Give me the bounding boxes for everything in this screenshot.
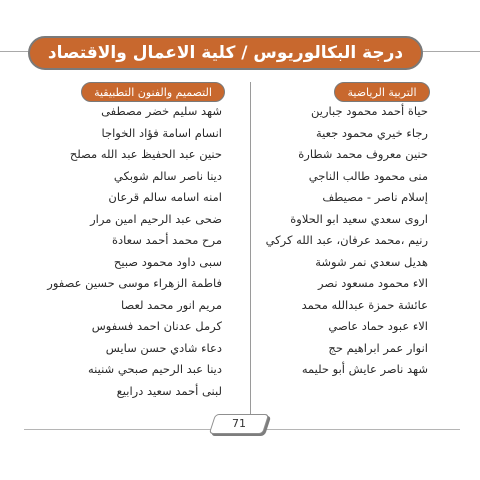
list-item: فاطمة الزهراء موسى حسين عصفور bbox=[47, 276, 222, 290]
list-item: كرمل عدنان احمد فسفوس bbox=[91, 319, 222, 333]
list-item: ضحى عبد الرحيم امين مرار bbox=[90, 211, 222, 226]
list-item: شهد سليم خضر مصطفى bbox=[101, 104, 222, 118]
list-item: دعاء شادي حسن سايس bbox=[105, 340, 222, 355]
list-item: رنيم ،محمد عرفان، عبد الله كركي bbox=[265, 233, 428, 247]
name-list-left bbox=[22, 101, 222, 402]
page-number: 71 bbox=[232, 417, 246, 430]
footer-rule-right bbox=[266, 429, 460, 430]
footer-rule-left bbox=[24, 429, 214, 430]
title-banner bbox=[28, 36, 423, 70]
column-header-right bbox=[334, 82, 430, 102]
list-item: لبنى أحمد سعيد درابيع bbox=[116, 383, 222, 398]
column-header-right-label: التربية الرياضية bbox=[347, 85, 417, 99]
list-item: انسام اسامة فؤاد الخواجا bbox=[101, 125, 222, 140]
column-header-left-label: التصميم والفنون التطبيقية bbox=[94, 85, 212, 99]
list-item: مرح محمد أحمد سعادة bbox=[112, 233, 222, 247]
list-item: الاء عبود حماد عاصي bbox=[328, 319, 428, 333]
list-item: الاء محمود مسعود نصر bbox=[318, 276, 428, 290]
list-item: شهد ناصر عايش أبو حليمه bbox=[301, 362, 428, 376]
list-item: هديل سعدي نمر شوشة bbox=[315, 254, 428, 269]
list-item: دينا ناصر سالم شوبكي bbox=[113, 168, 222, 183]
list-item: حنين عبد الحفيظ عبد الله مصلح bbox=[69, 147, 222, 161]
list-item: دينا عبد الرحيم صبحي شنينه bbox=[87, 362, 222, 376]
list-item: مريم انور محمد لعصا bbox=[120, 297, 222, 312]
list-item: حنين معروف محمد شطارة bbox=[298, 147, 428, 161]
list-item: منى محمود طالب الناجي bbox=[308, 168, 428, 183]
list-item: امنه اسامه سالم قرعان bbox=[108, 190, 222, 204]
list-item: انوار عمر ابراهيم حج bbox=[328, 340, 428, 355]
list-item: اروى سعدي سعيد ابو الحلاوة bbox=[290, 211, 428, 226]
name-list-right bbox=[228, 101, 428, 381]
list-item: حياة أحمد محمود جبارين bbox=[311, 104, 428, 118]
page-title: درجة البكالوريوس / كلية الاعمال والاقتصاد bbox=[47, 43, 404, 63]
list-item: سبى داود محمود صبيح bbox=[113, 254, 222, 269]
column-header-left bbox=[81, 82, 225, 102]
list-item: إسلام ناصر - مصيطف bbox=[322, 190, 428, 204]
list-item: عائشة حمزة عبدالله محمد bbox=[301, 297, 428, 312]
list-item: رجاء خيري محمود جعية bbox=[315, 125, 428, 140]
